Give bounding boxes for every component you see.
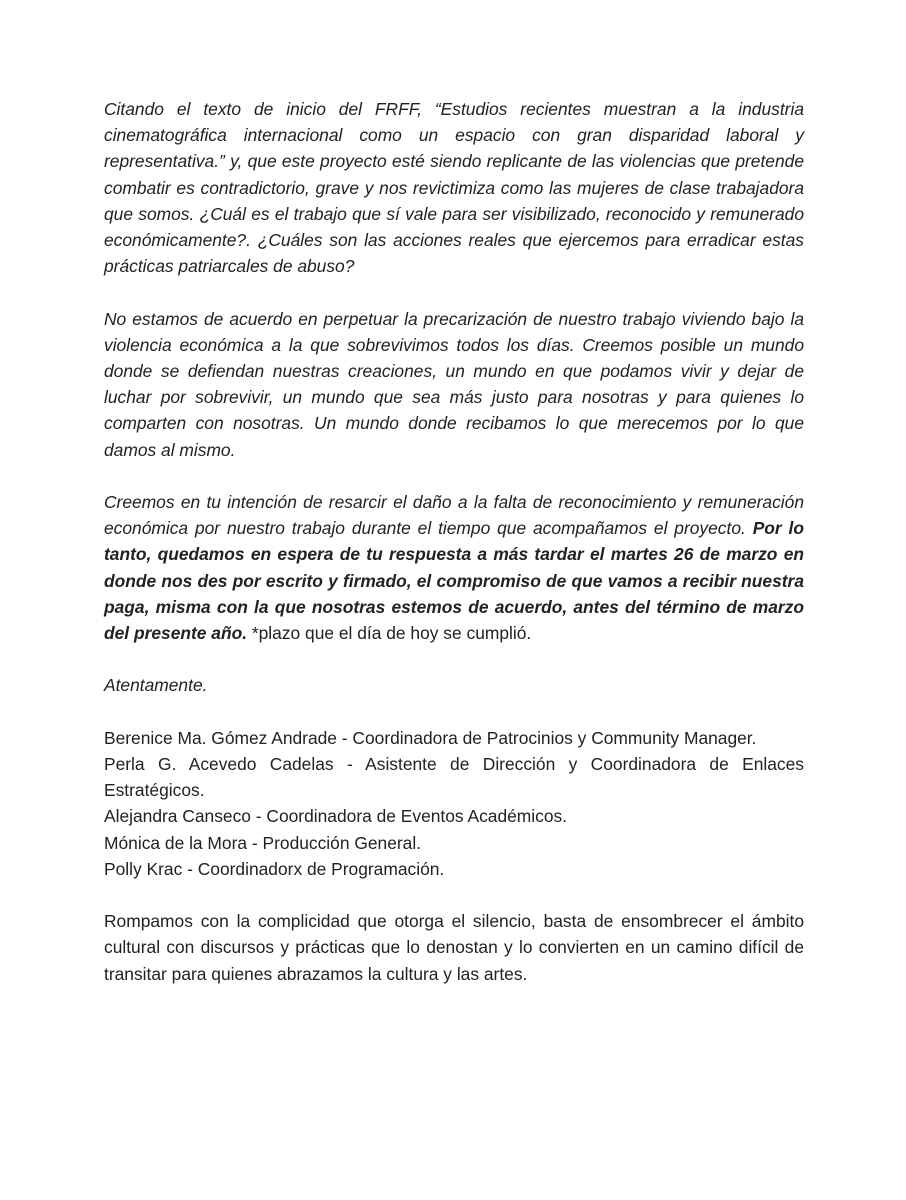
paragraph-precarization: No estamos de acuerdo en perpetuar la precarización de nuestro trabajo viviendo bajo la violencia económica a la que sobrevivimos todos los días. Creemos posible un mundo donde se defiendan nuestras creaciones, un mundo en que podamos vivir y dejar de luchar por sobrevivir, un mundo que sea más justo para nosotras y para quienes lo comparten con nosotras. Un mundo donde recibamos lo que merecemos por lo que damos al mismo.	[104, 308, 804, 460]
signatory-item: Perla G. Acevedo Cadelas - Asistente de Dirección y Coordinadora de Enlaces Estratégicos.	[104, 754, 804, 801]
letter-page	[104, 96, 804, 987]
signatory-item: Berenice Ma. Gómez Andrade - Coordinadora de Patrocinios y Community Manager.	[104, 727, 757, 748]
paragraph-final-call: Rompamos con la complicidad que otorga el silencio, basta de ensombrecer el ámbito cultural con discursos y prácticas que lo denostan y lo convierten en un camino difícil de transitar para quienes abrazamos la cultura y las artes.	[104, 911, 804, 984]
payment-request-note: *plazo que el día de hoy se cumplió.	[247, 623, 532, 644]
paragraph-payment-request	[104, 489, 804, 646]
paragraph-gap	[104, 699, 804, 725]
signatory-item: Polly Krac - Coordinadorx de Programación.	[104, 858, 445, 879]
closing-salutation: Atentamente.	[104, 675, 208, 696]
signatory-item: Alejandra Canseco - Coordinadora de Eventos Académicos.	[104, 806, 568, 827]
paragraph-gap	[104, 646, 804, 672]
paragraph-frff-quote: Citando el texto de inicio del FRFF, “Estudios recientes muestran a la industria cinematográfica internacional como un espacio con gran disparidad laboral y representativa.” y, que este proyecto esté siendo replicante de las violencias que pretende combatir es contradictorio, grave y nos revictimiza como las mujeres de clase trabajadora que somos. ¿Cuál es el trabajo que sí vale para ser visibilizado, reconocido y remunerado económicamente?. ¿Cuáles son las acciones reales que ejercemos para erradicar estas prácticas patriarcales de abuso?	[104, 99, 804, 277]
paragraph-gap	[104, 882, 804, 908]
paragraph-gap	[104, 279, 804, 305]
payment-request-intro: Creemos en tu intención de resarcir el daño a la falta de reconocimiento y remuneración económica por nuestro trabajo durante el tiempo que acompañamos el proyecto.	[104, 492, 804, 539]
signatories-list	[104, 725, 804, 882]
payment-request-deadline: Por lo tanto, quedamos en espera de tu respuesta a más tardar el martes 26 de marzo en donde nos des por escrito y firmado, el compromiso de que vamos a recibir nuestra paga, misma con la que nosotras estemos de acuerdo, antes del término de marzo del presente año.	[104, 518, 804, 644]
paragraph-gap	[104, 463, 804, 489]
signatory-item: Mónica de la Mora - Producción General.	[104, 832, 422, 853]
